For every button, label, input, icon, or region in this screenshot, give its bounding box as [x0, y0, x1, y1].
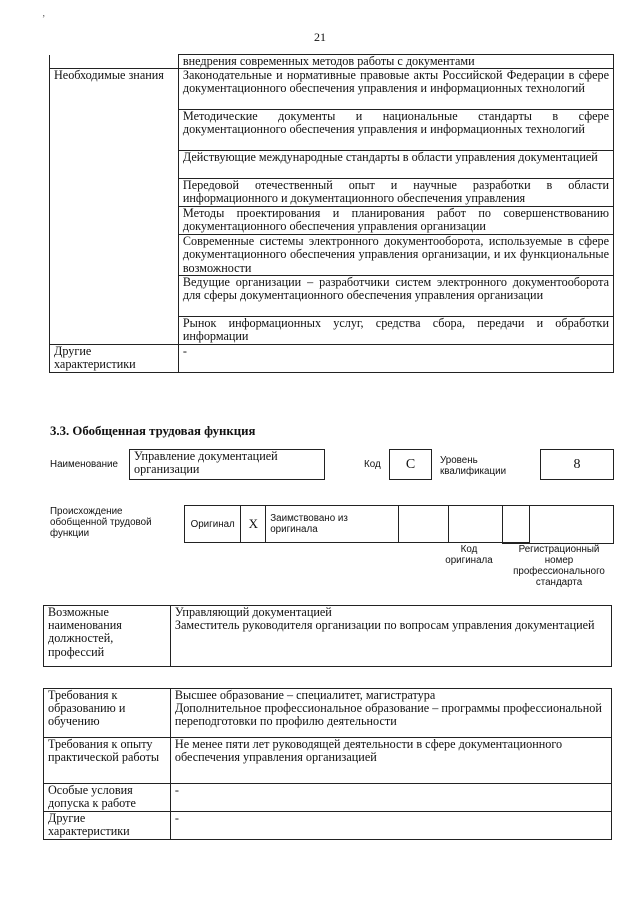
- positions-table: [43, 605, 612, 667]
- regnum-caption: Регистрационный номер профессионального стандарта: [513, 544, 605, 588]
- requirement-value: -: [170, 812, 611, 840]
- requirement-label: Требования к опыту практической работы: [44, 738, 171, 784]
- corner-mark: ʼ: [42, 14, 46, 25]
- knowledge-item: Законодательные и нормативные правовые акты Российской Федерации в сфере документационного обеспечения управления и информационных технологий: [178, 69, 613, 110]
- continuation-text: внедрения современных методов работы с документами: [178, 55, 613, 69]
- regnum-box: [502, 505, 614, 544]
- knowledge-item: Рынок информационных услуг, средства сбора, передачи и обработки информации: [178, 317, 613, 345]
- code-caption: Код оригинала: [445, 544, 493, 566]
- code-label: Код: [364, 459, 381, 470]
- code-original-cell: [399, 506, 448, 543]
- level-label: Уровень квалификации: [440, 455, 507, 477]
- code-value: C: [389, 449, 432, 480]
- knowledge-item: Действующие международные стандарты в области управления документацией: [178, 151, 613, 179]
- section-heading: 3.3. Обобщенная трудовая функция: [50, 424, 256, 438]
- requirement-value: Не менее пяти лет руководящей деятельности в сфере документационного обеспечения управления организацией: [170, 738, 611, 784]
- positions-label: Возможные наименования должностей, профессий: [44, 606, 171, 667]
- requirement-label: Особые условия допуска к работе: [44, 784, 171, 812]
- positions-values: [170, 606, 611, 667]
- page-number: 21: [314, 30, 326, 44]
- borrowed-label: Заимствовано из оригинала: [266, 506, 399, 543]
- table-row: [44, 812, 612, 840]
- requirement-value: -: [170, 784, 611, 812]
- knowledge-label: Необходимые знания: [50, 69, 179, 345]
- knowledge-item: Передовой отечественный опыт и научные разработки в области информационного и документационного обеспечения управления: [178, 179, 613, 207]
- table-row: [185, 506, 530, 543]
- requirement-label: Другие характеристики: [44, 812, 171, 840]
- other-label: Другие характеристики: [50, 345, 179, 373]
- knowledge-item: Ведущие организации – разработчики систем электронного документооборота для сферы документационного обеспечения управления организации: [178, 276, 613, 317]
- table-row: [44, 784, 612, 812]
- original-label: Оригинал: [185, 506, 241, 543]
- position-item: Управляющий документацией: [174, 605, 332, 619]
- table-row: [44, 606, 612, 667]
- requirements-table: [43, 688, 612, 840]
- knowledge-item: Современные системы электронного документооборота, используемые в сфере документационного обеспечения управления организации, и их функциональные возможности: [178, 235, 613, 276]
- origin-label: Происхождение обобщенной трудовой функции: [50, 506, 152, 539]
- requirement-value: Высшее образование – специалитет, магистратура Дополнительное профессиональное образование – программы профессиональной переподготовки по профилю деятельности: [170, 689, 611, 738]
- table-row: [50, 55, 614, 69]
- table-row: [50, 69, 614, 110]
- knowledge-item: Методические документы и национальные стандарты в сфере документационного обеспечения управления и информационных технологий: [178, 110, 613, 151]
- origin-table: [184, 505, 530, 543]
- level-value: 8: [540, 449, 614, 480]
- position-item: Заместитель руководителя организации по вопросам управления документацией: [174, 618, 595, 633]
- name-label: Наименование: [50, 459, 118, 470]
- knowledge-table: [49, 54, 614, 373]
- table-row: [50, 345, 614, 373]
- knowledge-item: Методы проектирования и планирования работ по совершенствованию документационного обеспечения управления организации: [178, 207, 613, 235]
- function-name-box: Управление документацией организации: [129, 449, 325, 480]
- table-row: [44, 689, 612, 738]
- table-row: [44, 738, 612, 784]
- other-value: -: [178, 345, 613, 373]
- original-mark: X: [241, 506, 266, 543]
- requirement-label: Требования к образованию и обучению: [44, 689, 171, 738]
